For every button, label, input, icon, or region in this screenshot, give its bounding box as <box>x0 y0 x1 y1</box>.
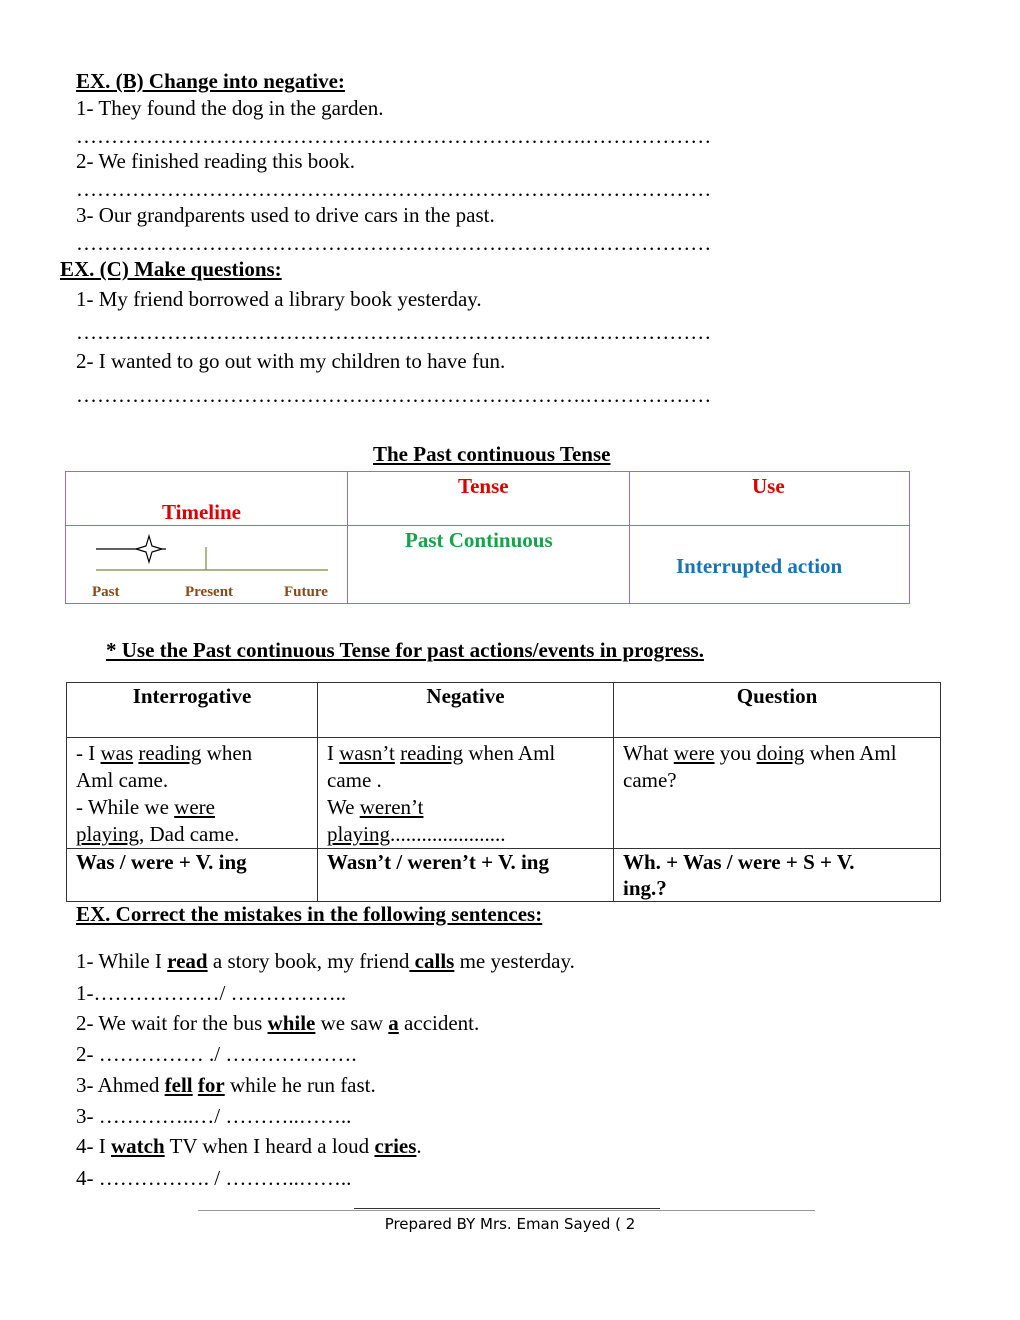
use-value: Interrupted action <box>676 554 843 578</box>
negative-examples <box>318 738 614 849</box>
use-label: Use <box>752 474 785 498</box>
use-note: * Use the Past continuous Tense for past actions/events in progress. <box>106 638 704 662</box>
timeline-graphic-cell <box>66 526 348 604</box>
timeline-past-label: Past <box>92 584 120 600</box>
footer-rule-upper <box>354 1208 660 1209</box>
interrogative-examples <box>67 738 318 849</box>
ex-c-heading: EX. (C) Make questions: <box>60 257 282 281</box>
timeline-table <box>65 471 910 604</box>
timeline-header-cell <box>66 472 348 526</box>
correct-answer-3: 3- …………..…/ ………..…….. <box>76 1104 352 1128</box>
correct-answer-1: 1-………………/ …………….. <box>76 981 347 1005</box>
interrogative-line-1: - I was reading when <box>76 741 253 765</box>
timeline-label: Timeline <box>162 500 241 524</box>
ex-c-answer-line-1: ……………………………………………………………….……………… <box>76 320 712 344</box>
correct-sentence-2: 2- We wait for the bus while we saw a accident. <box>76 1011 480 1035</box>
negative-line-1: I wasn’t reading when Aml <box>327 741 556 765</box>
interrogative-formula: Was / were + V. ing <box>67 849 318 902</box>
use-header-cell <box>630 472 910 526</box>
header-question: Question <box>614 683 941 738</box>
forms-table <box>66 682 941 902</box>
ex-c-answer-line-2: ……………………………………………………………….……………… <box>76 383 712 407</box>
interrogative-line-2: Aml came. <box>76 768 169 792</box>
correct-answer-2: 2- …………… ./ ………………. <box>76 1042 357 1066</box>
question-examples <box>614 738 941 849</box>
correct-sentence-3: 3- Ahmed fell for while he run fast. <box>76 1073 376 1097</box>
timeline-present-label: Present <box>185 584 234 600</box>
timeline-future-label: Future <box>284 584 328 600</box>
ex-c-item-1: 1- My friend borrowed a library book yesterday. <box>76 287 482 311</box>
ex-b-item-2: 2- We finished reading this book. <box>76 149 356 173</box>
ex-b-answer-line-1: ……………………………………………………………….……………… <box>76 124 712 148</box>
negative-line-3: We weren’t <box>327 795 424 819</box>
ex-b-answer-line-3: ……………………………………………………………….……………… <box>76 231 712 255</box>
star-icon <box>136 536 162 562</box>
tense-label: Tense <box>458 474 509 498</box>
question-formula <box>614 849 941 902</box>
correct-sentence-4: 4- I watch TV when I heard a loud cries. <box>76 1134 422 1158</box>
footer-rule-lower <box>198 1210 815 1211</box>
tense-header-cell <box>348 472 630 526</box>
interrogative-line-3: - While we were <box>76 795 215 819</box>
past-continuous-title: The Past continuous Tense <box>373 442 611 466</box>
ex-b-answer-line-2: ……………………………………………………………….……………… <box>76 177 712 201</box>
question-line-2: came? <box>623 768 677 792</box>
question-formula-line-1: Wh. + Was / were + S + V. <box>623 850 855 874</box>
correct-sentence-1: 1- While I read a story book, my friend calls me yesterday. <box>76 949 575 973</box>
correct-answer-4: 4- ……………. / ………..…….. <box>76 1166 352 1190</box>
negative-line-4: playing...................... <box>327 822 506 846</box>
ex-b-heading: EX. (B) Change into negative: <box>76 69 345 93</box>
header-interrogative: Interrogative <box>67 683 318 738</box>
question-line-1: What were you doing when Aml <box>623 741 897 765</box>
tense-value: Past Continuous <box>405 528 553 552</box>
question-formula-line-2: ing.? <box>623 876 667 900</box>
ex-b-item-1: 1- They found the dog in the garden. <box>76 96 384 120</box>
interrogative-line-4: playing, Dad came. <box>76 822 240 846</box>
footer-text: Prepared BY Mrs. Eman Sayed ( 2 <box>384 1215 636 1233</box>
use-value-cell <box>630 526 910 604</box>
negative-formula: Wasn’t / weren’t + V. ing <box>318 849 614 902</box>
ex-correct-heading: EX. Correct the mistakes in the following sentences: <box>76 902 543 926</box>
ex-b-item-3: 3- Our grandparents used to drive cars in the past. <box>76 203 495 227</box>
tense-value-cell <box>348 526 630 604</box>
ex-c-item-2: 2- I wanted to go out with my children to have fun. <box>76 349 506 373</box>
negative-line-2: came . <box>327 768 382 792</box>
header-negative: Negative <box>318 683 614 738</box>
